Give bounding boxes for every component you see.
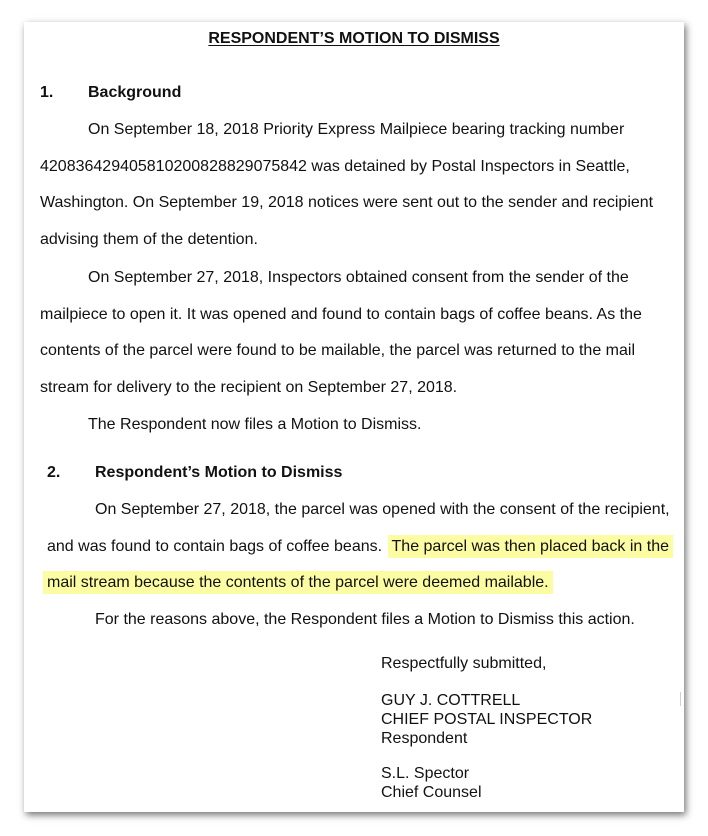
section-2-number: 2.: [47, 464, 61, 481]
paragraph-line: stream for delivery to the recipient on September 27, 2018.: [40, 379, 458, 396]
paragraph-line: advising them of the detention.: [40, 231, 258, 248]
paragraph-text: and was found to contain bags of coffee beans.: [47, 538, 383, 555]
signatory-title: CHIEF POSTAL INSPECTOR: [381, 711, 593, 728]
signature-closing: Respectfully submitted,: [381, 655, 547, 672]
highlighted-text: mail stream because the contents of the parcel were deemed mailable.: [43, 571, 553, 594]
paragraph-line: [47, 537, 673, 557]
paragraph-line: For the reasons above, the Respondent files a Motion to Dismiss this action.: [95, 611, 635, 628]
section-1-number: 1.: [40, 84, 54, 101]
document-title: RESPONDENT’S MOTION TO DISMISS: [208, 30, 500, 47]
highlighted-text: The parcel was then placed back in the: [388, 535, 674, 558]
paragraph-line: On September 27, 2018, Inspectors obtained consent from the sender of the: [88, 269, 629, 286]
paragraph-line: On September 18, 2018 Priority Express Mailpiece bearing tracking number: [88, 121, 625, 138]
counsel-title: Chief Counsel: [381, 784, 482, 801]
section-2-heading: Respondent’s Motion to Dismiss: [95, 464, 343, 481]
paragraph-line: 420836429405810200828829075842 was detained by Postal Inspectors in Seattle,: [40, 158, 630, 175]
counsel-name: S.L. Spector: [381, 765, 470, 782]
signatory-role: Respondent: [381, 730, 468, 747]
paragraph-line: The Respondent now files a Motion to Dismiss.: [88, 416, 422, 433]
paragraph-line: Washington. On September 19, 2018 notices were sent out to the sender and recipient: [40, 194, 654, 211]
paragraph-line: [47, 573, 553, 593]
paragraph-line: contents of the parcel were found to be mailable, the parcel was returned to the mail: [40, 342, 636, 359]
page-edge-mark: [680, 692, 681, 706]
document-page: [24, 22, 684, 812]
paragraph-line: On September 27, 2018, the parcel was opened with the consent of the recipient,: [95, 501, 670, 518]
section-1-heading: Background: [88, 84, 182, 101]
signatory-name: GUY J. COTTRELL: [381, 692, 521, 709]
paragraph-line: mailpiece to open it. It was opened and found to contain bags of coffee beans. As the: [40, 306, 642, 323]
